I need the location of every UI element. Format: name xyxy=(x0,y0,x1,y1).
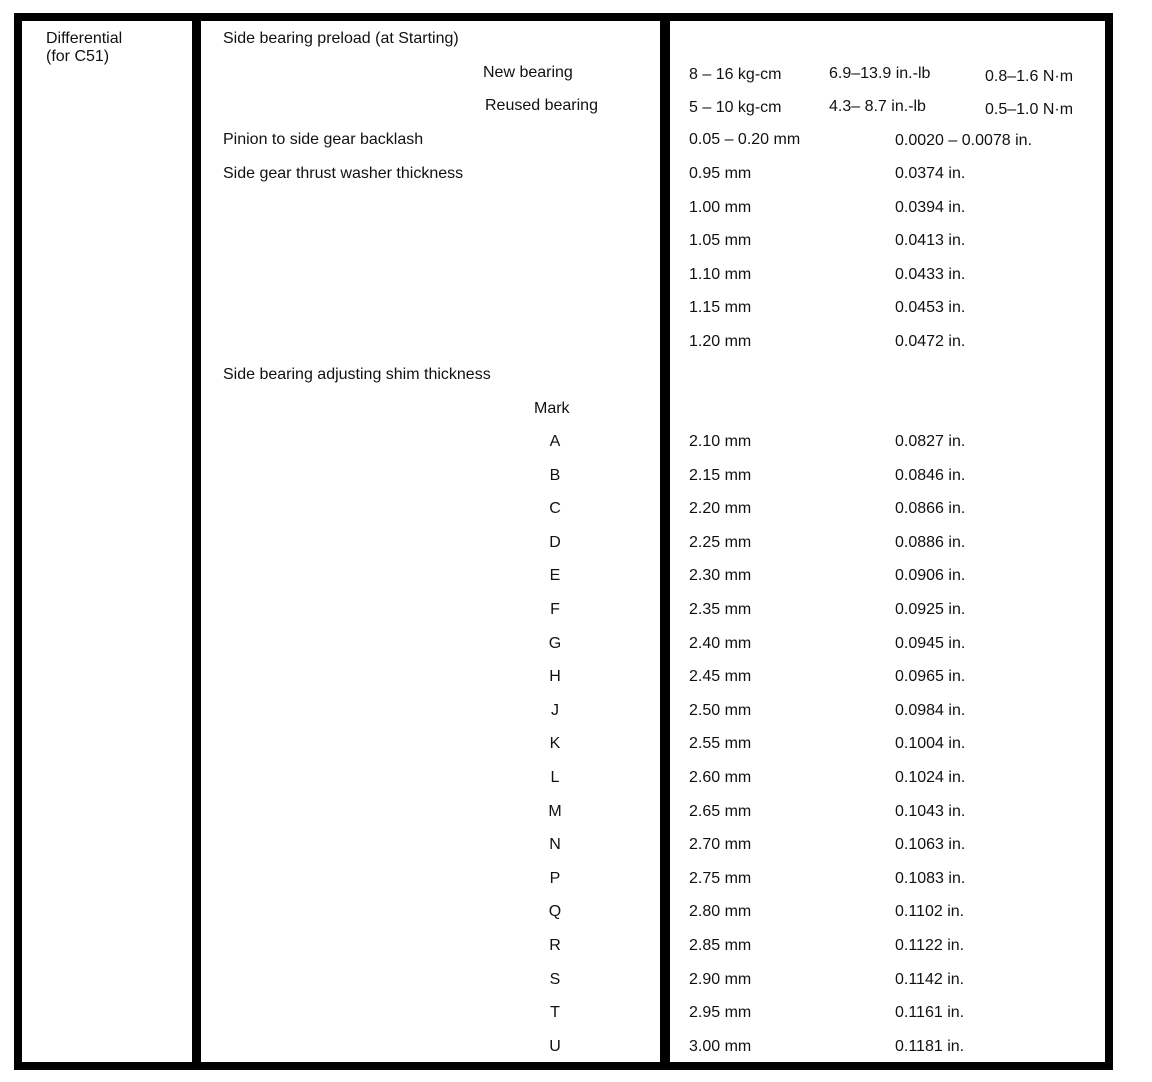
shim-inch: 0.1004 in. xyxy=(895,735,966,753)
shim-metric: 2.20 mm xyxy=(689,500,752,518)
shim-mark: U xyxy=(549,1037,561,1055)
shim-metric: 2.25 mm xyxy=(689,533,752,551)
shim-inch: 0.0886 in. xyxy=(895,533,966,551)
shim-mark: R xyxy=(549,937,561,954)
shim-inch: 0.1083 in. xyxy=(895,869,966,887)
shim-inch: 0.0965 in. xyxy=(895,668,966,686)
washer-metric: 0.95 mm xyxy=(689,165,752,182)
shim-metric: 2.55 mm xyxy=(689,735,752,753)
preload-reused-nm: 0.5–1.0 N·m xyxy=(985,101,1074,118)
shim-mark: P xyxy=(549,869,561,887)
column-divider-1 xyxy=(192,13,201,1070)
shim-mark: G xyxy=(548,634,562,652)
section-subtitle: (for C51) xyxy=(46,48,110,65)
shim-inch: 0.1102 in. xyxy=(895,903,965,921)
shim-metric: 2.10 mm xyxy=(689,433,752,450)
washer-inch: 0.0374 in. xyxy=(895,165,966,182)
shim-mark: N xyxy=(549,836,561,854)
shim-metric: 2.35 mm xyxy=(689,601,752,618)
column-divider-2 xyxy=(660,13,670,1070)
shim-metric: 3.00 mm xyxy=(689,1037,752,1055)
preload-reused-inlb: 4.3– 8.7 in.-lb xyxy=(829,98,926,115)
shim-metric: 2.40 mm xyxy=(689,634,752,652)
washer-inch: 0.0394 in. xyxy=(895,198,966,216)
shim-metric: 2.50 mm xyxy=(689,701,752,719)
shim-mark: J xyxy=(551,701,559,719)
preload-new-label: New bearing xyxy=(483,64,573,81)
shim-mark: D xyxy=(549,533,561,551)
shim-mark: F xyxy=(550,601,560,618)
shim-inch: 0.0866 in. xyxy=(895,500,966,518)
washer-metric: 1.15 mm xyxy=(689,299,752,317)
shim-inch: 0.1024 in. xyxy=(895,769,966,786)
washer-metric: 1.00 mm xyxy=(689,198,752,216)
shim-inch: 0.1161 in. xyxy=(895,1004,965,1022)
washer-metric: 1.05 mm xyxy=(689,232,752,250)
shim-inch: 0.0827 in. xyxy=(895,433,966,450)
preload-reused-label: Reused bearing xyxy=(485,97,598,114)
shim-metric: 2.75 mm xyxy=(689,869,752,887)
shim-inch: 0.0945 in. xyxy=(895,634,966,652)
preload-new-nm: 0.8–1.6 N·m xyxy=(985,68,1074,85)
backlash-inch: 0.0020 – 0.0078 in. xyxy=(895,132,1033,149)
shim-mark: L xyxy=(550,769,560,786)
shim-metric: 2.90 mm xyxy=(689,970,752,988)
shim-mark: H xyxy=(549,668,561,686)
shim-metric: 2.70 mm xyxy=(689,836,752,854)
preload-reused-kgcm: 5 – 10 kg-cm xyxy=(689,99,782,116)
shim-inch: 0.1063 in. xyxy=(895,836,966,854)
shim-label: Side bearing adjusting shim thickness xyxy=(223,366,491,383)
shim-inch: 0.1142 in. xyxy=(895,970,965,988)
shim-mark-header: Mark xyxy=(534,400,570,417)
shim-metric: 2.30 mm xyxy=(689,567,752,585)
preload-new-inlb: 6.9–13.9 in.-lb xyxy=(829,65,931,82)
shim-inch: 0.1043 in. xyxy=(895,802,966,820)
shim-metric: 2.85 mm xyxy=(689,937,752,954)
shim-metric: 2.15 mm xyxy=(689,466,752,484)
washer-metric: 1.10 mm xyxy=(689,265,752,283)
washer-metric: 1.20 mm xyxy=(689,333,752,350)
shim-mark: C xyxy=(549,500,561,518)
shim-metric: 2.80 mm xyxy=(689,903,752,921)
shim-metric: 2.95 mm xyxy=(689,1004,752,1022)
shim-mark: B xyxy=(549,466,561,484)
preload-label: Side bearing preload (at Starting) xyxy=(223,30,459,47)
shim-metric: 2.45 mm xyxy=(689,668,752,686)
shim-mark: S xyxy=(549,970,561,988)
shim-inch: 0.0906 in. xyxy=(895,567,966,585)
backlash-metric: 0.05 – 0.20 mm xyxy=(689,131,801,148)
shim-inch: 0.0984 in. xyxy=(895,701,966,719)
washer-inch: 0.0433 in. xyxy=(895,265,966,283)
shim-inch: 0.0925 in. xyxy=(895,601,966,618)
section-title: Differential xyxy=(46,30,123,47)
washer-inch: 0.0472 in. xyxy=(895,333,966,350)
shim-inch: 0.1181 in. xyxy=(895,1037,965,1055)
washer-inch: 0.0453 in. xyxy=(895,299,966,317)
shim-mark: T xyxy=(550,1004,560,1022)
shim-metric: 2.60 mm xyxy=(689,769,752,786)
shim-inch: 0.1122 in. xyxy=(895,937,965,954)
thrust-washer-label: Side gear thrust washer thickness xyxy=(223,165,464,182)
shim-mark: M xyxy=(548,802,562,820)
backlash-label: Pinion to side gear backlash xyxy=(223,131,424,148)
shim-mark: K xyxy=(549,735,561,753)
shim-mark: A xyxy=(549,433,561,450)
shim-mark: E xyxy=(549,567,561,585)
preload-new-kgcm: 8 – 16 kg-cm xyxy=(689,66,782,83)
shim-mark: Q xyxy=(548,903,562,921)
washer-inch: 0.0413 in. xyxy=(895,232,966,250)
shim-inch: 0.0846 in. xyxy=(895,466,966,484)
shim-metric: 2.65 mm xyxy=(689,802,752,820)
